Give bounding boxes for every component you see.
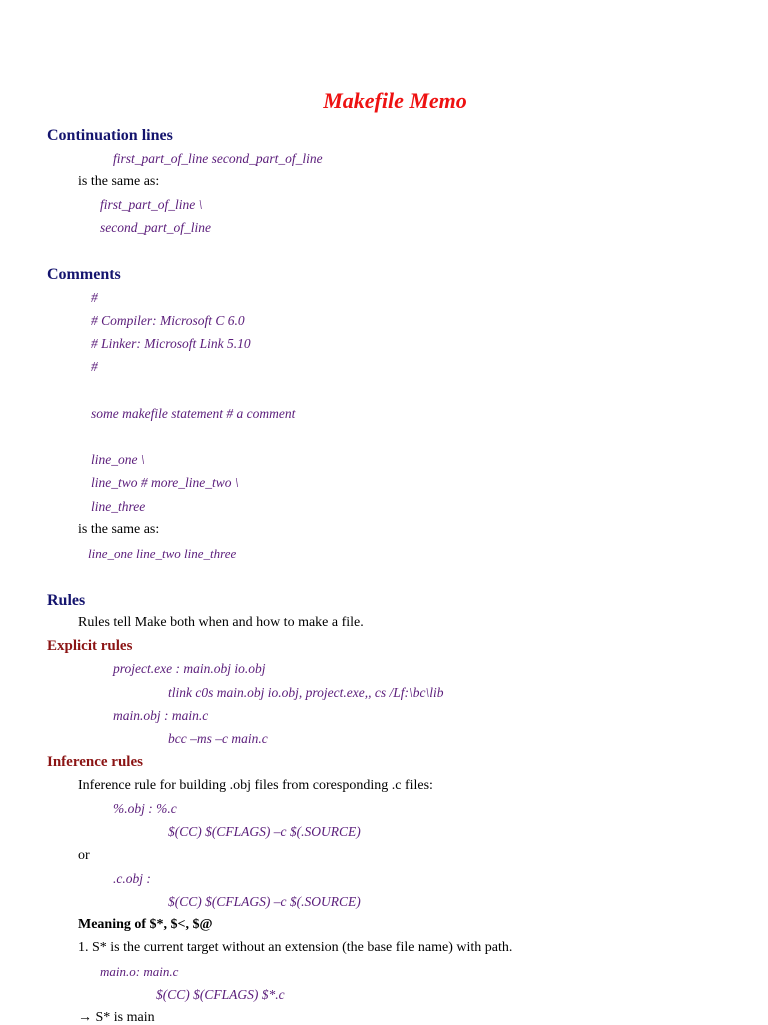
code-line: $(CC) $(CFLAGS) –c $(.SOURCE)	[168, 824, 361, 839]
subheading-meaning: Meaning of $*, $<, $@	[78, 917, 213, 932]
code-line: .c.obj :	[113, 871, 151, 886]
code-line: $(CC) $(CFLAGS) –c $(.SOURCE)	[168, 894, 361, 909]
subheading-inference-rules: Inference rules	[47, 754, 143, 770]
code-line: first_part_of_line \	[100, 197, 203, 212]
code-line: line_one line_two line_three	[88, 546, 237, 561]
code-line: line_one \	[91, 452, 145, 467]
section-heading-rules: Rules	[47, 592, 86, 609]
body-text: or	[78, 848, 90, 863]
subheading-explicit-rules: Explicit rules	[47, 638, 133, 654]
code-line: #	[91, 359, 98, 374]
code-line: bcc –ms –c main.c	[168, 731, 268, 746]
code-line: tlink c0s main.obj io.obj, project.exe,, cs /Lf:\bc\lib	[168, 685, 444, 700]
code-line: main.o: main.c	[100, 964, 179, 979]
list-item: 1. S* is the current target without an extension (the base file name) with path.	[78, 940, 513, 955]
code-line: line_three	[91, 499, 146, 514]
section-heading-continuation: Continuation lines	[47, 127, 173, 144]
body-text: Inference rule for building .obj files from coresponding .c files:	[78, 778, 433, 793]
page-title: Makefile Memo	[323, 88, 467, 113]
code-line: some makefile statement # a comment	[91, 406, 296, 421]
body-text: is the same as:	[78, 174, 160, 189]
code-line: second_part_of_line	[100, 220, 211, 235]
section-heading-comments: Comments	[47, 266, 121, 283]
code-line: #	[91, 290, 98, 305]
code-line: # Compiler: Microsoft C 6.0	[91, 313, 245, 328]
body-text: → S* is main	[78, 1010, 155, 1025]
code-line: first_part_of_line second_part_of_line	[113, 151, 323, 166]
code-line: %.obj : %.c	[113, 801, 177, 816]
code-line: $(CC) $(CFLAGS) $*.c	[156, 987, 285, 1002]
body-text: is the same as:	[78, 522, 160, 537]
body-text: Rules tell Make both when and how to make a file.	[78, 615, 364, 630]
code-line: # Linker: Microsoft Link 5.10	[91, 336, 251, 351]
code-line: main.obj : main.c	[113, 708, 209, 723]
code-line: line_two # more_line_two \	[91, 475, 239, 490]
code-line: project.exe : main.obj io.obj	[113, 661, 266, 676]
